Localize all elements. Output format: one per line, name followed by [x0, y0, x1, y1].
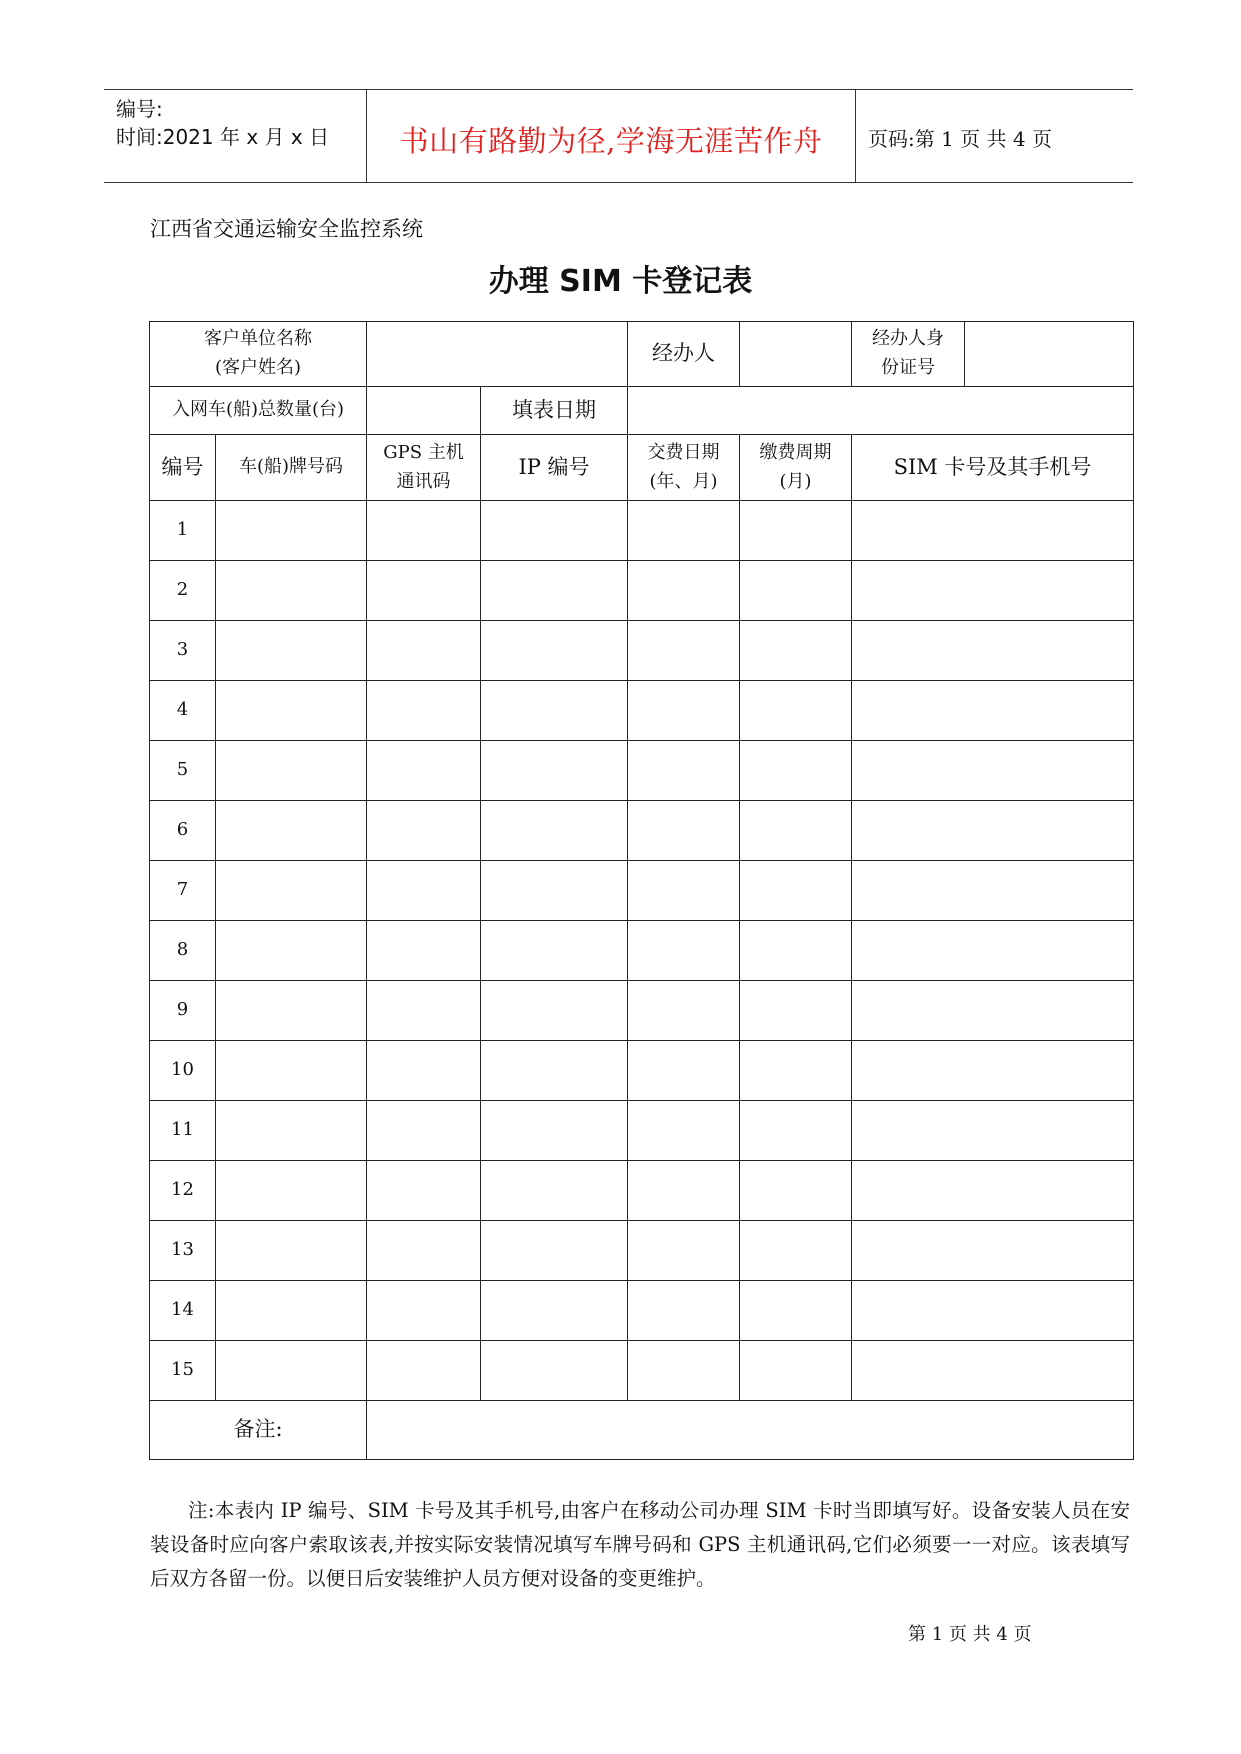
page-label: 页码:第 1 页 共 4 页: [868, 127, 1052, 151]
footnote: 注:本表内 IP 编号、SIM 卡号及其手机号,由客户在移动公司办理 SIM 卡时当即填写好。设备安装人员在安装设备时应向客户索取该表,并按实际安装情况填写车牌号码和 GPS 主机通讯码,它们必须要一一对应。该表填写后双方各留一份。以便日后安装维护人员方便对设备的变更维护。: [150, 1499, 1130, 1590]
organization-name: 江西省交通运输安全监控系统: [150, 217, 423, 241]
gps-cell[interactable]: [367, 861, 481, 921]
col-pay-date-line1: 交费日期: [647, 441, 720, 463]
remarks-label: 备注:: [150, 1401, 367, 1460]
table-row: [150, 861, 1134, 921]
pay-period-cell[interactable]: [740, 621, 852, 681]
table-row: [150, 1101, 1134, 1161]
pay-date-cell[interactable]: [628, 1161, 740, 1221]
handler-label: 经办人: [628, 322, 740, 387]
pay-date-cell[interactable]: [628, 681, 740, 741]
pay-date-cell[interactable]: [628, 801, 740, 861]
pay-period-cell[interactable]: [740, 861, 852, 921]
table-row: [150, 921, 1134, 981]
ip-cell[interactable]: [481, 861, 628, 921]
table-row: [150, 1281, 1134, 1341]
pay-period-cell[interactable]: [740, 981, 852, 1041]
row-number: 5: [150, 741, 216, 801]
ip-cell[interactable]: [481, 921, 628, 981]
sim-cell[interactable]: [852, 501, 1134, 561]
ip-cell[interactable]: [481, 501, 628, 561]
table-row: [150, 1341, 1134, 1401]
handler-id-subtable: [852, 322, 1133, 386]
sim-cell[interactable]: [852, 681, 1134, 741]
plate-cell[interactable]: [216, 861, 367, 921]
header-center-cell: [366, 90, 856, 182]
pay-period-cell[interactable]: [740, 1041, 852, 1101]
col-gps: [367, 435, 481, 501]
handler-id-group: [852, 322, 1134, 387]
sim-cell[interactable]: [852, 1161, 1134, 1221]
gps-cell[interactable]: [367, 501, 481, 561]
sim-cell[interactable]: [852, 1341, 1134, 1401]
column-header-row: [150, 435, 1134, 501]
pay-date-cell[interactable]: [628, 1101, 740, 1161]
col-pay-date-line2: (年、月): [649, 470, 718, 492]
sim-cell[interactable]: [852, 921, 1134, 981]
gps-cell[interactable]: [367, 1161, 481, 1221]
header-right-cell: [856, 90, 1133, 182]
registration-form: [149, 321, 1134, 1460]
ip-cell[interactable]: [481, 561, 628, 621]
gps-cell[interactable]: [367, 1101, 481, 1161]
table-row: [150, 1221, 1134, 1281]
ip-cell[interactable]: [481, 741, 628, 801]
ip-cell[interactable]: [481, 981, 628, 1041]
ip-cell[interactable]: [481, 1341, 628, 1401]
table-row: [150, 981, 1134, 1041]
remarks-value[interactable]: [367, 1401, 1134, 1460]
plate-cell[interactable]: [216, 1101, 367, 1161]
motto: 书山有路勤为径,学海无涯苦作舟: [399, 124, 823, 158]
gps-cell[interactable]: [367, 981, 481, 1041]
sim-cell[interactable]: [852, 801, 1134, 861]
col-pay-date: [628, 435, 740, 501]
sim-cell[interactable]: [852, 741, 1134, 801]
sim-cell[interactable]: [852, 1281, 1134, 1341]
pay-period-cell[interactable]: [740, 501, 852, 561]
plate-cell[interactable]: [216, 921, 367, 981]
time-label: 时间:2021 年 x 月 x 日: [116, 125, 330, 149]
plate-cell[interactable]: [216, 801, 367, 861]
remarks-row: [150, 1401, 1134, 1460]
col-number: 编号: [150, 435, 216, 501]
table-row: [150, 1041, 1134, 1101]
gps-cell[interactable]: [367, 621, 481, 681]
handler-value-cell[interactable]: [740, 322, 852, 387]
row-number: 12: [150, 1161, 216, 1221]
row-number: 10: [150, 1041, 216, 1101]
table-row: [150, 501, 1134, 561]
page-footer: 第 1 页 共 4 页: [908, 1624, 1032, 1645]
col-pay-period: [740, 435, 852, 501]
ip-cell[interactable]: [481, 1221, 628, 1281]
gps-cell[interactable]: [367, 1281, 481, 1341]
handler-id-line2: 份证号: [881, 357, 935, 378]
pay-period-cell[interactable]: [740, 1161, 852, 1221]
col-pay-period-line1: 缴费周期: [759, 441, 832, 463]
plate-cell[interactable]: [216, 981, 367, 1041]
ip-cell[interactable]: [481, 621, 628, 681]
total-row: [150, 387, 1134, 435]
table-row: [150, 621, 1134, 681]
sim-cell[interactable]: [852, 861, 1134, 921]
plate-cell[interactable]: [216, 1041, 367, 1101]
row-number: 4: [150, 681, 216, 741]
sim-cell[interactable]: [852, 1041, 1134, 1101]
row-number: 7: [150, 861, 216, 921]
gps-cell[interactable]: [367, 1041, 481, 1101]
pay-period-cell[interactable]: [740, 1101, 852, 1161]
pay-period-cell[interactable]: [740, 801, 852, 861]
client-label-cell: [150, 322, 367, 387]
handler-id-line1: 经办人身: [872, 328, 944, 350]
header-left-cell: [104, 90, 366, 182]
fill-date-value[interactable]: [628, 387, 1134, 435]
row-number: 1: [150, 501, 216, 561]
row-number: 13: [150, 1221, 216, 1281]
ip-cell[interactable]: [481, 681, 628, 741]
sim-cell[interactable]: [852, 1221, 1134, 1281]
sim-cell[interactable]: [852, 1101, 1134, 1161]
ip-cell[interactable]: [481, 801, 628, 861]
row-number: 6: [150, 801, 216, 861]
row-number: 14: [150, 1281, 216, 1341]
row-number: 15: [150, 1341, 216, 1401]
plate-cell[interactable]: [216, 1161, 367, 1221]
pay-period-cell[interactable]: [740, 1341, 852, 1401]
row-number: 3: [150, 621, 216, 681]
sim-cell[interactable]: [852, 561, 1134, 621]
ip-cell[interactable]: [481, 1041, 628, 1101]
sim-cell[interactable]: [852, 621, 1134, 681]
col-pay-period-line2: (月): [779, 470, 812, 492]
total-vehicles-label: 入网车(船)总数量(台): [150, 387, 367, 435]
pay-period-cell[interactable]: [740, 681, 852, 741]
pay-date-cell[interactable]: [628, 1041, 740, 1101]
pay-date-cell[interactable]: [628, 741, 740, 801]
table-row: [150, 1161, 1134, 1221]
plate-cell[interactable]: [216, 1341, 367, 1401]
pay-period-cell[interactable]: [740, 1281, 852, 1341]
pay-date-cell[interactable]: [628, 561, 740, 621]
pay-date-cell[interactable]: [628, 621, 740, 681]
plate-cell[interactable]: [216, 741, 367, 801]
col-ip: IP 编号: [481, 435, 628, 501]
row-number: 8: [150, 921, 216, 981]
plate-cell[interactable]: [216, 561, 367, 621]
client-row: [150, 322, 1134, 387]
row-number: 2: [150, 561, 216, 621]
row-number: 11: [150, 1101, 216, 1161]
pay-date-cell[interactable]: [628, 1221, 740, 1281]
pay-period-cell[interactable]: [740, 1221, 852, 1281]
table-row: [150, 741, 1134, 801]
pay-period-cell[interactable]: [740, 921, 852, 981]
pay-period-cell[interactable]: [740, 741, 852, 801]
document-header: [104, 89, 1133, 183]
pay-date-cell[interactable]: [628, 1341, 740, 1401]
gps-cell[interactable]: [367, 681, 481, 741]
row-number: 9: [150, 981, 216, 1041]
plate-cell[interactable]: [216, 621, 367, 681]
plate-cell[interactable]: [216, 1221, 367, 1281]
col-gps-line1: GPS 主机: [383, 441, 464, 463]
col-sim: SIM 卡号及其手机号: [852, 435, 1134, 501]
number-label: 编号:: [116, 97, 163, 121]
pay-date-cell[interactable]: [628, 981, 740, 1041]
pay-period-cell[interactable]: [740, 561, 852, 621]
fill-date-label: 填表日期: [481, 387, 628, 435]
table-row: [150, 681, 1134, 741]
pay-date-cell[interactable]: [628, 501, 740, 561]
pay-date-cell[interactable]: [628, 861, 740, 921]
col-plate: 车(船)牌号码: [216, 435, 367, 501]
ip-cell[interactable]: [481, 1161, 628, 1221]
ip-cell[interactable]: [481, 1281, 628, 1341]
client-value-cell[interactable]: [367, 322, 628, 387]
ip-cell[interactable]: [481, 1101, 628, 1161]
client-label-line2: (客户姓名): [214, 357, 302, 378]
handler-id-label-cell: [852, 322, 965, 386]
gps-cell[interactable]: [367, 921, 481, 981]
table-row: [150, 801, 1134, 861]
gps-cell[interactable]: [367, 1341, 481, 1401]
col-gps-line2: 通讯码: [396, 470, 451, 492]
gps-cell[interactable]: [367, 1221, 481, 1281]
total-vehicles-value[interactable]: [367, 387, 481, 435]
plate-cell[interactable]: [216, 1281, 367, 1341]
pay-date-cell[interactable]: [628, 921, 740, 981]
page-title: 办理 SIM 卡登记表: [488, 264, 753, 299]
gps-cell[interactable]: [367, 561, 481, 621]
pay-date-cell[interactable]: [628, 1281, 740, 1341]
gps-cell[interactable]: [367, 801, 481, 861]
sim-cell[interactable]: [852, 981, 1134, 1041]
table-row: [150, 561, 1134, 621]
handler-id-value-cell[interactable]: [965, 322, 1134, 386]
client-label-line1: 客户单位名称: [204, 328, 312, 350]
gps-cell[interactable]: [367, 741, 481, 801]
plate-cell[interactable]: [216, 501, 367, 561]
plate-cell[interactable]: [216, 681, 367, 741]
